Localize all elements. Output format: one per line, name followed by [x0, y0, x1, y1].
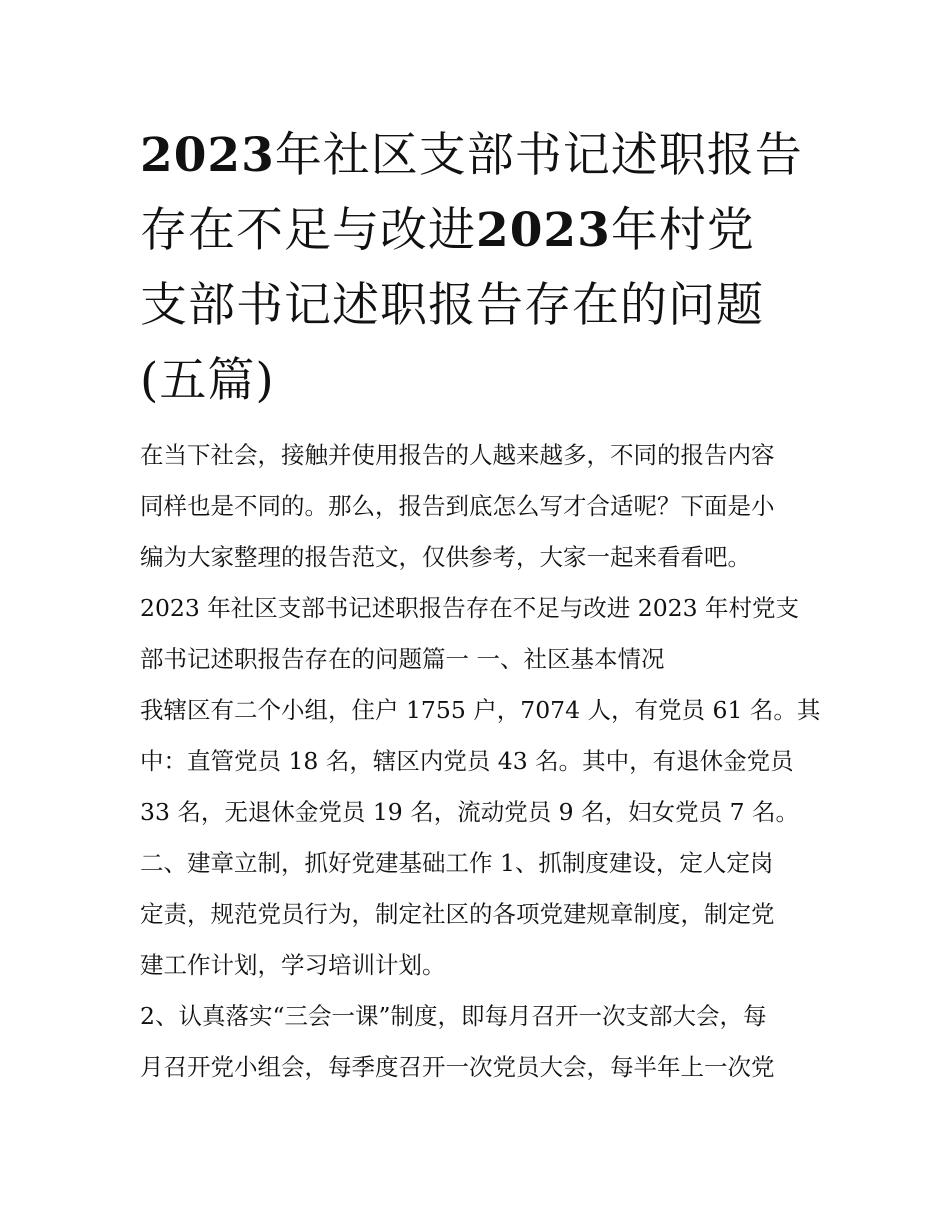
body-line: 我辖区有二个小组，住户 1755 户，7074 人，有党员 61 名。其 — [140, 696, 821, 724]
title-part-4: 支部书记述职报告存在的问题 — [140, 278, 764, 333]
title-part-5: (五篇) — [140, 353, 275, 408]
title-part-3: 年村党 — [610, 203, 755, 258]
body-line: 33 名，无退休金党员 19 名，流动党员 9 名，妇女党员 7 名。 — [140, 798, 799, 826]
body-line: 2023 年社区支部书记述职报告存在不足与改进 2023 年村党支 — [140, 594, 800, 622]
body-line: 编为大家整理的报告范文，仅供参考，大家一起来看看吧。 — [140, 543, 751, 571]
body-line: 在当下社会，接触并使用报告的人越来越多，不同的报告内容 — [140, 441, 775, 469]
document-title — [140, 118, 820, 418]
body-line: 建工作计划，学习培训计划。 — [140, 951, 446, 979]
title-year-2: 2023 — [476, 203, 611, 258]
body-line: 二、建章立制，抓好党建基础工作 1、抓制度建设，定人定岗 — [140, 849, 774, 877]
body-line: 月召开党小组会，每季度召开一次党员大会，每半年上一次党 — [140, 1053, 775, 1081]
body-line: 2、认真落实“三会一课”制度，即每月召开一次支部大会，每 — [140, 1002, 767, 1030]
document-body — [140, 437, 820, 1086]
title-part-1: 年社区支部书记述职报告 — [274, 128, 803, 183]
title-year-1: 2023 — [140, 128, 275, 183]
body-line: 部书记述职报告存在的问题篇一 一、社区基本情况 — [140, 645, 665, 673]
body-line: 定责，规范党员行为，制定社区的各项党建规章制度，制定党 — [140, 900, 775, 928]
title-part-2: 存在不足与改进 — [140, 203, 476, 258]
body-line: 中：直管党员 18 名，辖区内党员 43 名。其中，有退休金党员 — [140, 747, 794, 775]
body-line: 同样也是不同的。那么，报告到底怎么写才合适呢？下面是小 — [140, 492, 775, 520]
